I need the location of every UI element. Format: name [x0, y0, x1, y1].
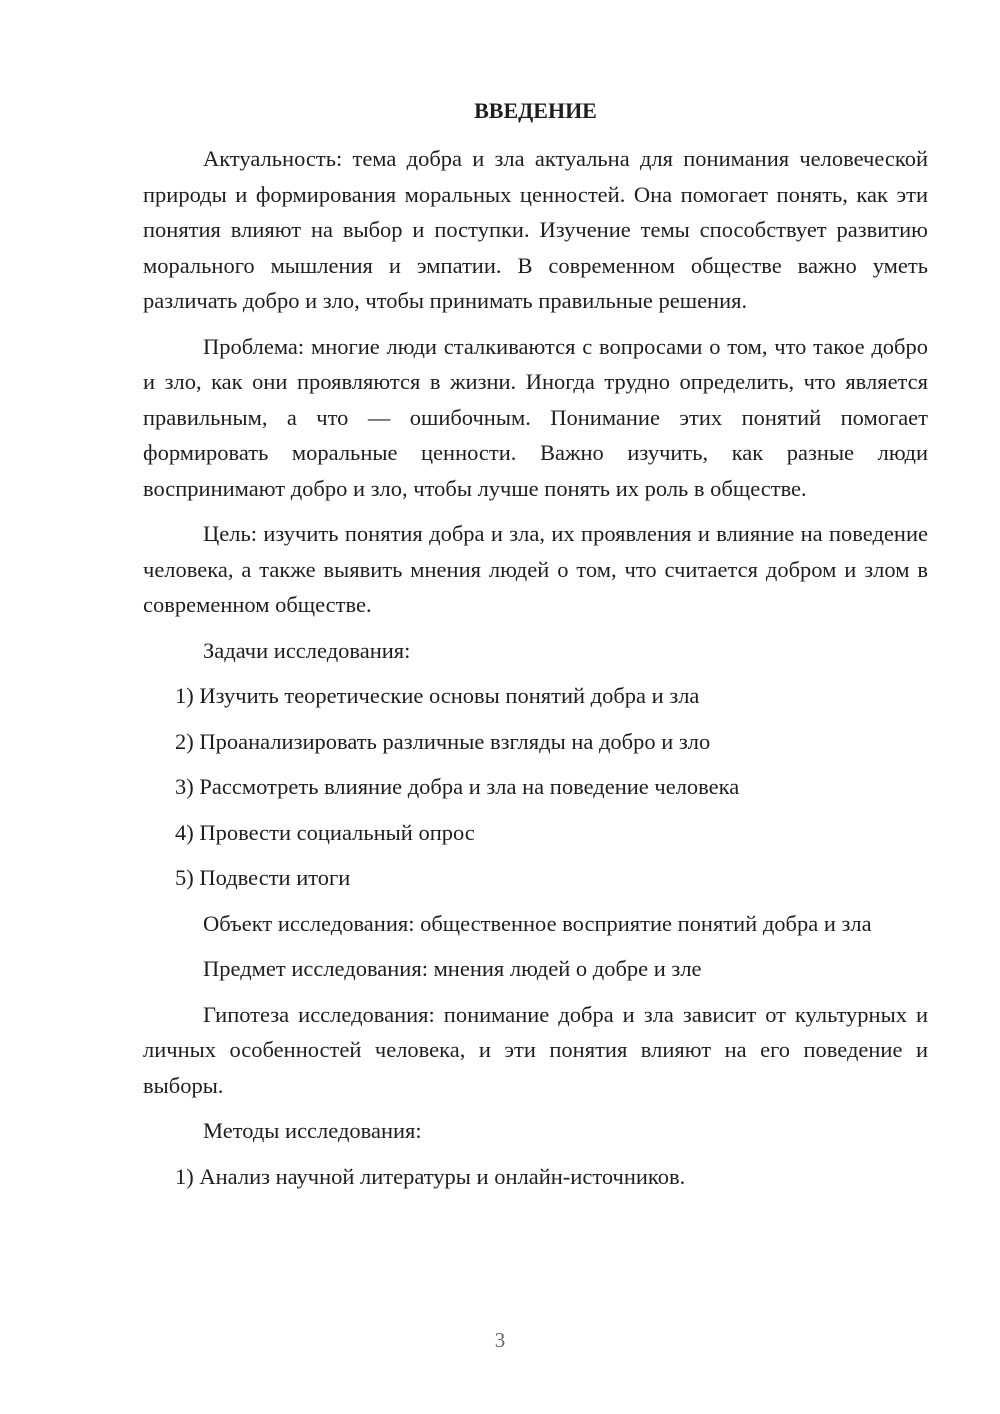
problem-paragraph: Проблема: многие люди сталкиваются с вопросами о том, что такое добро и зло, как они проявляются в жизни. Иногда трудно определить, что является правильным, а что — ошибочным. Понимание этих понятий помогает формировать моральные ценности. Важно изучить, как разные люди воспринимают добро и зло, чтобы лучше понять их роль в обществе. — [143, 333, 928, 501]
task-item: 5) Подвести итоги — [175, 865, 351, 890]
subject-paragraph: Предмет исследования: мнения людей о добре и зле — [203, 956, 702, 981]
hypothesis-paragraph: Гипотеза исследования: понимание добра и зла зависит от культурных и личных особенностей человека, и эти понятия влияют на его поведение и выборы. — [143, 1001, 928, 1098]
relevance-paragraph: Актуальность: тема добра и зла актуальна для понимания человеческой природы и формирования моральных ценностей. Она помогает понять, как эти понятия влияют на выбор и поступки. Изучение темы способствует развитию морального мышления и эмпатии. В современном обществе важно уметь различать добро и зло, чтобы принимать правильные решения. — [143, 146, 928, 313]
method-item: 1) Анализ научной литературы и онлайн-источников. — [175, 1163, 686, 1189]
task-item: 2) Проанализировать различные взгляды на добро и зло — [175, 728, 711, 754]
task-item: 3) Рассмотреть влияние добра и зла на поведение человека — [175, 774, 740, 799]
section-title: ВВЕДЕНИЕ — [474, 98, 597, 123]
goal-paragraph: Цель: изучить понятия добра и зла, их проявления и влияние на поведение человека, а также выявить мнения людей о том, что считается добром и злом в современном обществе. — [143, 521, 928, 617]
task-item: 4) Провести социальный опрос — [175, 819, 475, 845]
page-number: 3 — [494, 1328, 506, 1352]
methods-heading: Методы исследования: — [203, 1118, 422, 1143]
object-paragraph: Объект исследования: общественное восприятие понятий добра и зла — [203, 910, 872, 936]
document-body — [143, 141, 928, 1204]
tasks-heading: Задачи исследования: — [203, 637, 411, 663]
task-item: 1) Изучить теоретические основы понятий добра и зла — [175, 683, 700, 708]
